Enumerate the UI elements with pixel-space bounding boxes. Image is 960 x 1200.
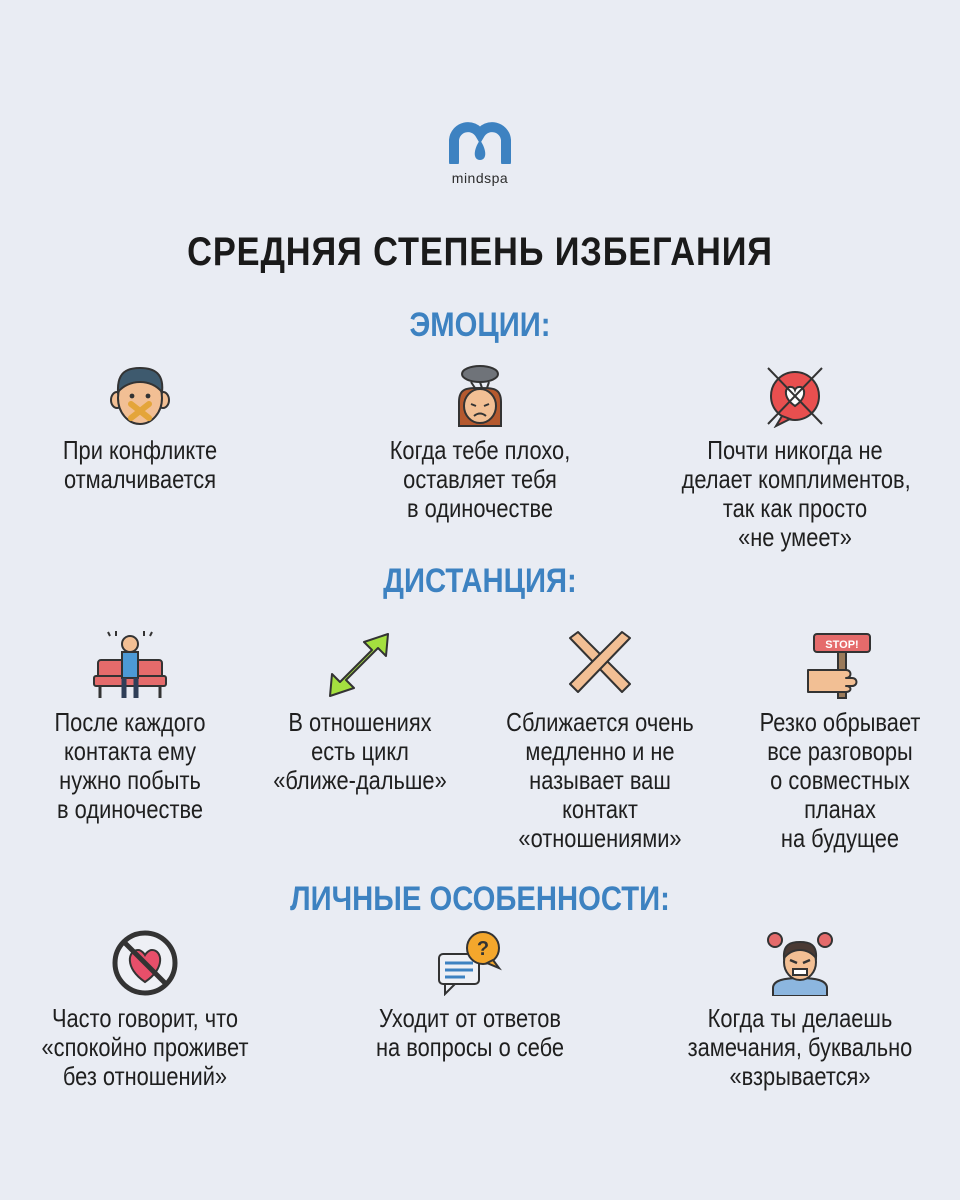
sad-girl-storm-cloud-icon bbox=[445, 362, 515, 428]
text-line: замечания, буквально bbox=[687, 1032, 913, 1062]
logo bbox=[0, 120, 960, 186]
question-chat-icon bbox=[435, 930, 505, 996]
distance-text-alone bbox=[38, 708, 223, 824]
text-line: При конфликте bbox=[62, 435, 218, 465]
text-line: нужно побыть bbox=[59, 765, 201, 795]
distance-item-stop bbox=[730, 630, 950, 853]
angry-man-icon bbox=[765, 930, 835, 996]
emotion-text-alone bbox=[379, 436, 581, 523]
personal-text-avoids-questions bbox=[369, 1004, 571, 1062]
mindspa-logo-icon bbox=[448, 120, 512, 164]
emotion-text-silent bbox=[48, 436, 233, 494]
text-line: «ближе-дальше» bbox=[273, 765, 447, 795]
text-line: все разговоры bbox=[767, 736, 913, 766]
man-alone-on-bench-icon bbox=[92, 630, 168, 700]
text-line: Часто говорит, что bbox=[51, 1003, 239, 1033]
text-line: называет ваш bbox=[529, 765, 671, 795]
text-line: есть цикл bbox=[311, 736, 409, 766]
question-mark: ? bbox=[476, 938, 490, 960]
distance-text-slow bbox=[499, 708, 701, 853]
text-line: так как просто bbox=[722, 493, 868, 523]
text-line: в одиночестве bbox=[57, 794, 203, 824]
emotion-item-alone bbox=[360, 362, 600, 523]
stop-label: STOP! bbox=[825, 639, 859, 651]
emotion-item-silent bbox=[30, 362, 250, 494]
text-line: «не умеет» bbox=[738, 522, 852, 552]
no-love-heart-icon bbox=[110, 930, 180, 996]
text-line: оставляет тебя bbox=[403, 464, 557, 494]
text-line: В отношениях bbox=[288, 707, 432, 737]
personal-item-avoids-questions bbox=[350, 930, 590, 1062]
text-line: Резко обрывает bbox=[759, 707, 921, 737]
distance-text-cycle bbox=[268, 708, 453, 795]
text-line: медленно и не bbox=[525, 736, 675, 766]
text-line: контакт bbox=[562, 794, 638, 824]
text-line: в одиночестве bbox=[407, 493, 553, 523]
text-line: Уходит от ответов bbox=[379, 1003, 561, 1033]
text-line: Когда тебе плохо, bbox=[389, 435, 571, 465]
text-line: планах bbox=[804, 794, 876, 824]
text-line: Сближается очень bbox=[506, 707, 694, 737]
emotion-text-compliments bbox=[682, 436, 909, 552]
brand-name: mindspa bbox=[451, 170, 509, 186]
text-line: на будущее bbox=[780, 823, 900, 853]
text-line: Когда ты делаешь bbox=[707, 1003, 893, 1033]
personal-item-no-relationship bbox=[15, 930, 275, 1091]
section-title-personal: ЛИЧНЫЕ ОСОБЕННОСТИ: bbox=[290, 880, 670, 918]
text-line: Почти никогда не bbox=[707, 435, 883, 465]
text-line: «взрывается» bbox=[729, 1061, 871, 1091]
distance-item-slow bbox=[480, 630, 720, 853]
emotion-item-compliments bbox=[660, 362, 930, 552]
personal-text-no-relationship bbox=[36, 1004, 254, 1091]
text-line: отмалчивается bbox=[63, 464, 217, 494]
personal-text-explodes bbox=[682, 1004, 917, 1091]
stop-sign-hand-icon bbox=[802, 630, 878, 700]
crossed-arms-icon bbox=[562, 630, 638, 700]
text-line: «спокойно проживет bbox=[41, 1032, 249, 1062]
no-compliments-heart-icon bbox=[760, 362, 830, 428]
text-line: на вопросы о себе bbox=[375, 1032, 565, 1062]
text-line: «отношениями» bbox=[518, 823, 682, 853]
distance-text-stop bbox=[748, 708, 933, 853]
text-line: После каждого bbox=[54, 707, 206, 737]
silenced-face-icon bbox=[105, 362, 175, 428]
section-title-emotions: ЭМОЦИИ: bbox=[409, 306, 551, 344]
section-title-distance: ДИСТАНЦИЯ: bbox=[383, 562, 577, 600]
text-line: о совместных bbox=[770, 765, 910, 795]
text-line: без отношений» bbox=[62, 1061, 228, 1091]
text-line: контакта ему bbox=[63, 736, 197, 766]
distance-item-cycle bbox=[250, 630, 470, 795]
distance-item-alone bbox=[20, 630, 240, 824]
two-way-arrow-icon bbox=[322, 630, 398, 700]
page-title: СРЕДНЯЯ СТЕПЕНЬ ИЗБЕГАНИЯ bbox=[187, 230, 773, 274]
text-line: делает комплиментов, bbox=[681, 464, 911, 494]
personal-item-explodes bbox=[660, 930, 940, 1091]
